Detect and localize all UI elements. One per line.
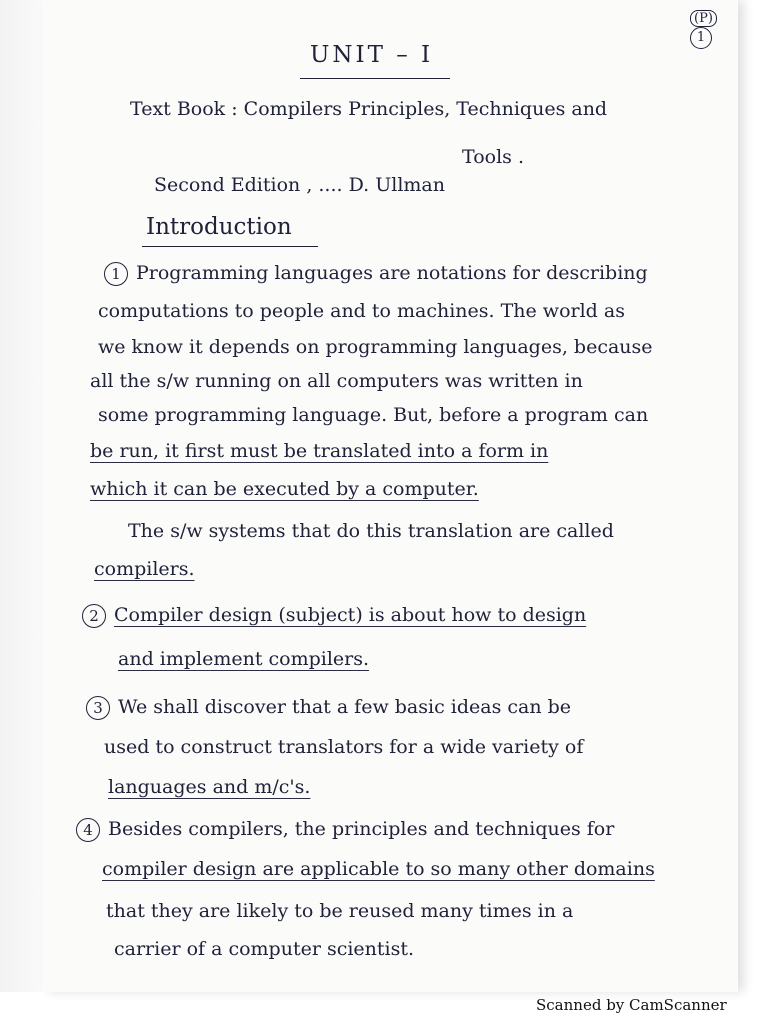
- point-3-line-1: 3 We shall discover that a few basic ideas can be: [86, 696, 571, 720]
- textbook-line-2: Tools .: [462, 146, 524, 168]
- page-marker: [690, 10, 738, 49]
- point-2-number: 2: [82, 604, 106, 628]
- point-1-line-6: be run, it first must be translated into a form in: [90, 440, 549, 462]
- point-1-cont-1: The s/w systems that do this translation are called: [128, 520, 614, 542]
- point-3-line-3: languages and m/c's.: [108, 776, 311, 798]
- page-marker-right: 1: [690, 27, 712, 49]
- scanner-footer: Scanned by CamScanner: [536, 996, 727, 1014]
- point-2-line-1: 2 Compiler design (subject) is about how to design: [82, 604, 586, 628]
- point-3-line-2: used to construct translators for a wide variety of: [104, 736, 584, 758]
- point-4-line-4: carrier of a computer scientist.: [114, 938, 415, 960]
- point-1-line-1: 1 Programming languages are notations for describing: [104, 262, 648, 286]
- notebook-page: [42, 0, 738, 992]
- page-edge: [0, 0, 42, 992]
- point-4-line-2: compiler design are applicable to so many other domains: [102, 858, 655, 880]
- point-1-line-7: which it can be executed by a computer.: [90, 478, 479, 500]
- title-underline: [300, 78, 450, 79]
- section-heading-underline: [142, 246, 318, 247]
- point-2-line-2: and implement compilers.: [118, 648, 370, 670]
- point-3-number: 3: [86, 696, 110, 720]
- point-1-cont-2: compilers.: [94, 558, 195, 580]
- point-1-line-5: some programming language. But, before a program can: [98, 404, 649, 426]
- point-4-number: 4: [76, 818, 100, 842]
- point-1-line-3: we know it depends on programming languages, because: [98, 336, 653, 358]
- section-heading: Introduction: [146, 214, 292, 240]
- textbook-line-1: Text Book : Compilers Principles, Techniques and: [130, 98, 608, 120]
- page-marker-left: (P): [690, 10, 717, 27]
- point-1-line-4: all the s/w running on all computers was written in: [90, 370, 583, 392]
- page-title: UNIT – I: [310, 42, 434, 68]
- point-4-line-3: that they are likely to be reused many times in a: [106, 900, 574, 922]
- textbook-line-3: Second Edition , .... D. Ullman: [154, 174, 445, 196]
- point-1-line-2: computations to people and to machines. The world as: [98, 300, 625, 322]
- point-1-number: 1: [104, 262, 128, 286]
- point-4-line-1: 4 Besides compilers, the principles and techniques for: [76, 818, 614, 842]
